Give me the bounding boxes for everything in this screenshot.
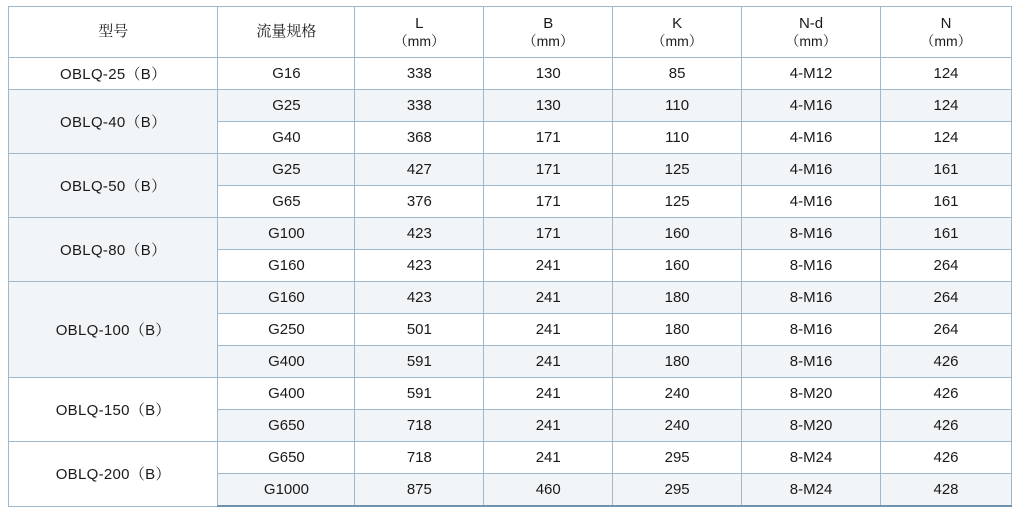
cell-l: 718 (355, 442, 484, 474)
table-row (9, 442, 1012, 474)
table-header (9, 7, 1012, 58)
table-row (9, 58, 1012, 90)
cell-k: 110 (613, 122, 742, 154)
cell-flow-spec: G160 (218, 250, 355, 282)
table-body (9, 58, 1012, 507)
header-sub-text: （mm） (920, 32, 972, 49)
cell-flow-spec: G25 (218, 90, 355, 122)
cell-n: 428 (881, 474, 1012, 507)
cell-k: 180 (613, 346, 742, 378)
cell-k: 295 (613, 442, 742, 474)
cell-n: 264 (881, 250, 1012, 282)
column-header-n-d (742, 7, 881, 58)
cell-k: 85 (613, 58, 742, 90)
table-row (9, 90, 1012, 122)
cell-l: 591 (355, 378, 484, 410)
cell-n-d: 8-M16 (742, 250, 881, 282)
header-sub-text: （mm） (393, 32, 446, 49)
table-row (9, 378, 1012, 410)
cell-l: 718 (355, 410, 484, 442)
cell-flow-spec: G650 (218, 410, 355, 442)
cell-n: 161 (881, 186, 1012, 218)
table-row (9, 282, 1012, 314)
cell-n-d: 4-M12 (742, 58, 881, 90)
header-row (9, 7, 1012, 58)
cell-l: 338 (355, 58, 484, 90)
cell-l: 368 (355, 122, 484, 154)
cell-b: 171 (484, 186, 613, 218)
header-main-text: N-d (798, 15, 824, 33)
header-sub-text: （mm） (785, 32, 837, 49)
column-header-l (355, 7, 484, 58)
cell-model: OBLQ-25（B） (9, 58, 218, 90)
cell-n: 426 (881, 346, 1012, 378)
cell-n-d: 8-M16 (742, 282, 881, 314)
cell-k: 240 (613, 410, 742, 442)
cell-flow-spec: G400 (218, 346, 355, 378)
cell-k: 295 (613, 474, 742, 507)
cell-flow-spec: G100 (218, 218, 355, 250)
header-main-text: N (940, 15, 952, 33)
cell-flow-spec: G650 (218, 442, 355, 474)
cell-n: 264 (881, 314, 1012, 346)
cell-b: 130 (484, 58, 613, 90)
cell-model: OBLQ-50（B） (9, 154, 218, 218)
cell-model: OBLQ-100（B） (9, 282, 218, 378)
column-header-b (484, 7, 613, 58)
cell-n: 161 (881, 218, 1012, 250)
cell-model: OBLQ-40（B） (9, 90, 218, 154)
cell-n: 426 (881, 378, 1012, 410)
cell-n-d: 4-M16 (742, 90, 881, 122)
cell-b: 460 (484, 474, 613, 507)
cell-k: 180 (613, 314, 742, 346)
header-main-text: L (415, 15, 424, 33)
cell-n: 161 (881, 154, 1012, 186)
cell-n-d: 8-M20 (742, 410, 881, 442)
cell-l: 423 (355, 218, 484, 250)
cell-flow-spec: G40 (218, 122, 355, 154)
cell-b: 241 (484, 314, 613, 346)
cell-k: 160 (613, 218, 742, 250)
header-sub-text: （mm） (522, 32, 574, 49)
cell-n: 124 (881, 122, 1012, 154)
cell-model: OBLQ-150（B） (9, 378, 218, 442)
cell-b: 171 (484, 218, 613, 250)
cell-n: 124 (881, 58, 1012, 90)
column-header-k (613, 7, 742, 58)
cell-b: 241 (484, 378, 613, 410)
cell-l: 427 (355, 154, 484, 186)
cell-b: 171 (484, 154, 613, 186)
cell-l: 875 (355, 474, 484, 507)
cell-l: 591 (355, 346, 484, 378)
cell-b: 241 (484, 346, 613, 378)
cell-n: 426 (881, 410, 1012, 442)
cell-flow-spec: G1000 (218, 474, 355, 507)
cell-n-d: 8-M16 (742, 346, 881, 378)
cell-l: 501 (355, 314, 484, 346)
cell-k: 180 (613, 282, 742, 314)
cell-k: 125 (613, 154, 742, 186)
cell-b: 241 (484, 282, 613, 314)
cell-model: OBLQ-80（B） (9, 218, 218, 282)
table-row (9, 154, 1012, 186)
cell-k: 110 (613, 90, 742, 122)
cell-b: 241 (484, 250, 613, 282)
cell-flow-spec: G250 (218, 314, 355, 346)
cell-n-d: 4-M16 (742, 186, 881, 218)
cell-b: 241 (484, 410, 613, 442)
header-main-text: B (543, 15, 554, 33)
column-header-flow-spec (218, 7, 355, 58)
cell-n: 426 (881, 442, 1012, 474)
header-main-text: K (672, 15, 683, 33)
cell-l: 338 (355, 90, 484, 122)
cell-n-d: 8-M24 (742, 474, 881, 507)
cell-n: 264 (881, 282, 1012, 314)
cell-flow-spec: G160 (218, 282, 355, 314)
table-row (9, 218, 1012, 250)
cell-n-d: 8-M16 (742, 314, 881, 346)
cell-n: 124 (881, 90, 1012, 122)
cell-b: 130 (484, 90, 613, 122)
header-sub-text: （mm） (651, 32, 703, 49)
cell-b: 171 (484, 122, 613, 154)
cell-flow-spec: G25 (218, 154, 355, 186)
cell-flow-spec: G400 (218, 378, 355, 410)
cell-model: OBLQ-200（B） (9, 442, 218, 507)
column-header-model (9, 7, 218, 58)
header-main-text: 流量规格 (256, 23, 317, 41)
cell-l: 423 (355, 282, 484, 314)
cell-n-d: 8-M24 (742, 442, 881, 474)
cell-n-d: 8-M16 (742, 218, 881, 250)
cell-k: 160 (613, 250, 742, 282)
cell-flow-spec: G16 (218, 58, 355, 90)
column-header-n (881, 7, 1012, 58)
cell-flow-spec: G65 (218, 186, 355, 218)
header-main-text: 型号 (98, 23, 129, 41)
cell-b: 241 (484, 442, 613, 474)
cell-k: 125 (613, 186, 742, 218)
specification-table (8, 6, 1012, 507)
cell-n-d: 4-M16 (742, 154, 881, 186)
cell-n-d: 8-M20 (742, 378, 881, 410)
cell-n-d: 4-M16 (742, 122, 881, 154)
cell-l: 376 (355, 186, 484, 218)
cell-l: 423 (355, 250, 484, 282)
cell-k: 240 (613, 378, 742, 410)
